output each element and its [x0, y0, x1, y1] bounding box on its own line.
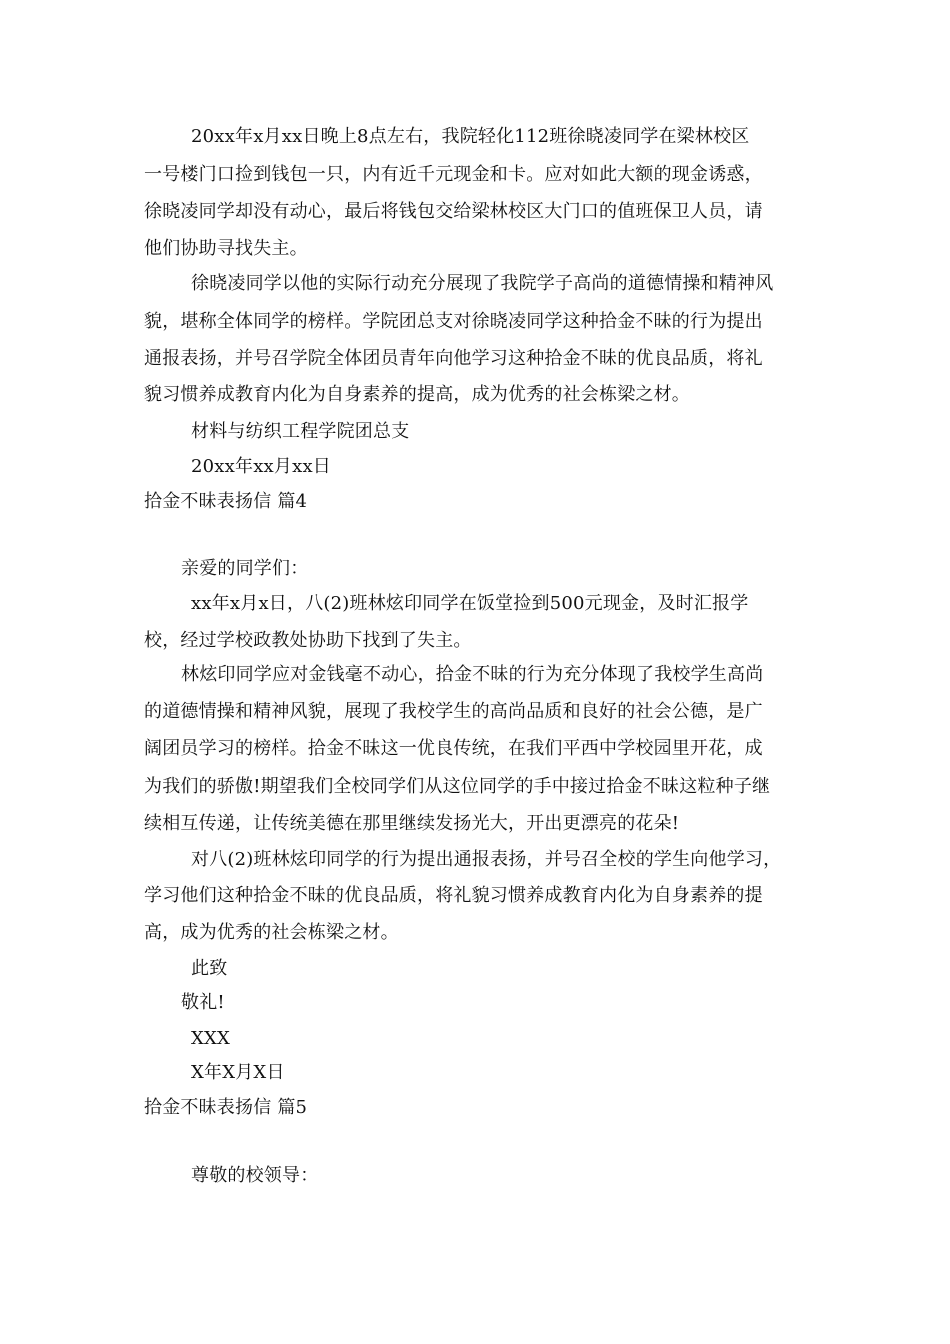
paragraph-line: 貌，堪称全体同学的榜样。学院团总支对徐晓凌同学这种拾金不昧的行为提出: [144, 311, 763, 332]
paragraph-line: 林炫印同学应对金钱毫不动心，拾金不昧的行为充分体现了我校学生高尚: [181, 664, 764, 685]
paragraph-line: 对八(2)班林炫印同学的行为提出通报表扬，并号召全校的学生向他学习，: [191, 849, 782, 870]
closing-salutation: 敬礼!: [181, 992, 225, 1013]
paragraph-line: 为我们的骄傲!期望我们全校同学们从这位同学的手中接过拾金不昧这粒种子继: [144, 776, 771, 797]
closing-text: 此致: [191, 958, 228, 979]
paragraph-line: 貌习惯养成教育内化为自身素养的提高，成为优秀的社会栋梁之材。: [144, 384, 690, 405]
greeting: 尊敬的校领导：: [191, 1165, 319, 1186]
paragraph-line: 徐晓凌同学以他的实际行动充分展现了我院学子高尚的道德情操和精神风: [191, 273, 774, 294]
paragraph-line: 续相互传递，让传统美德在那里继续发扬光大，开出更漂亮的花朵!: [144, 813, 680, 834]
section-heading: 拾金不昧表扬信 篇5: [144, 1097, 308, 1118]
signature: 材料与纺织工程学院团总支: [191, 421, 410, 442]
paragraph-line: 的道德情操和精神风貌，展现了我校学生的高尚品质和良好的社会公德，是广: [144, 701, 763, 722]
paragraph-line: 高，成为优秀的社会栋梁之材。: [144, 922, 399, 943]
paragraph-line: 徐晓凌同学却没有动心，最后将钱包交给梁林校区大门口的值班保卫人员，请: [144, 201, 763, 222]
date: X年X月X日: [191, 1062, 285, 1083]
paragraph-line: 阔团员学习的榜样。拾金不昧这一优良传统，在我们平西中学校园里开花，成: [144, 738, 763, 759]
paragraph-line: 20xx年x月xx日晚上8点左右，我院轻化112班徐晓凌同学在梁林校区: [191, 126, 750, 147]
paragraph-line: xx年x月x日，八(2)班林炫印同学在饭堂捡到500元现金，及时汇报学: [191, 593, 749, 614]
paragraph-line: 学习他们这种拾金不昧的优良品质，将礼貌习惯养成教育内化为自身素养的提: [144, 885, 763, 906]
paragraph-line: 校，经过学校政教处协助下找到了失主。: [144, 630, 472, 651]
greeting: 亲爱的同学们：: [181, 558, 309, 579]
paragraph-line: 通报表扬，并号召学院全体团员青年向他学习这种拾金不昧的优良品质，将礼: [144, 348, 763, 369]
paragraph-line: 一号楼门口捡到钱包一只，内有近千元现金和卡。应对如此大额的现金诱惑，: [144, 164, 763, 185]
signature: XXX: [191, 1028, 231, 1049]
section-heading: 拾金不昧表扬信 篇4: [144, 491, 308, 512]
paragraph-line: 他们协助寻找失主。: [144, 238, 308, 259]
date: 20xx年xx月xx日: [191, 456, 332, 477]
